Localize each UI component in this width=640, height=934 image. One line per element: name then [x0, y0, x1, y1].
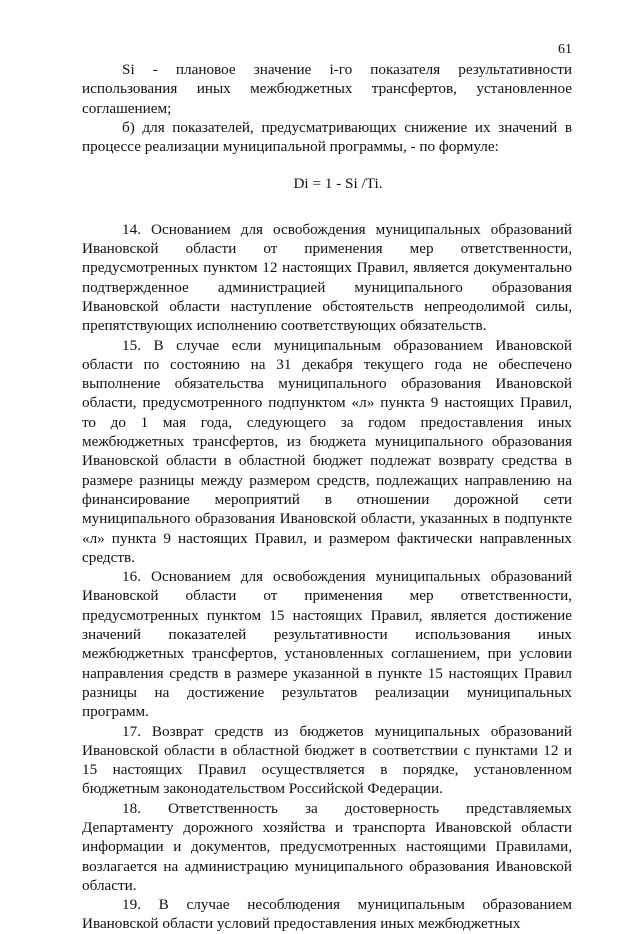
paragraph-18: 18. Ответственность за достоверность представляемых Департаменту дорожного хозяйства и транспорта Ивановской области информации и документов, предусмотренных настоящими Правилами, возлагается на администрацию муниципального образования Ивановской области. — [82, 799, 572, 894]
formula: Di = 1 - Si /Ti. — [293, 175, 383, 193]
paragraph-14: 14. Основанием для освобождения муниципальных образований Ивановской области от применения мер ответственности, предусмотренных пунктом 12 настоящих Правил, является документально подтвержденное администрацией муниципального образования Ивановской области наступление обстоятельств непреодолимой силы, препятствующих исполнению соответствующих обязательств. — [82, 220, 572, 335]
paragraph-15: 15. В случае если муниципальным образованием Ивановской области по состоянию на 31 декабря текущего года не обеспечено выполнение обязательства муниципального образования Ивановской области, предусмотренного подпунктом «л» пункта 9 настоящих Правил, то до 1 мая года, следующего за годом предоставления иных межбюджетных трансфертов, из бюджета муниципального образования Ивановской области в областной бюджет подлежат возврату средства в размере разницы между размером средств, подлежащих направлению на финансирование мероприятий в отношении дорожной сети муниципального образования Ивановской области, указанных в подпункте «л» пункта 9 настоящих Правил, и размером фактически направленных средств. — [82, 336, 572, 566]
paragraph-16: 16. Основанием для освобождения муниципальных образований Ивановской области от применения мер ответственности, предусмотренных пунктом 15 настоящих Правил, является достижение значений показателей результативности использования иных межбюджетных трансфертов, установленных соглашением, при условии направления средств в размере указанной в пункте 15 настоящих Правил разницы на достижение результатов реализации муниципальных программ. — [82, 568, 572, 721]
paragraph-si-definition: Si - плановое значение i-го показателя результативности использования иных межбюджетных трансфертов, установленное соглашением; — [82, 61, 572, 117]
paragraph-b-formula-intro: б) для показателей, предусматривающих снижение их значений в процессе реализации муниципальной программы, - по формуле: — [82, 118, 572, 156]
paragraph-17: 17. Возврат средств из бюджетов муниципальных образований Ивановской области в областной бюджет в соответствии с пунктами 12 и 15 настоящих Правил осуществляется в порядке, установленном бюджетным законодательством Российской Федерации. — [82, 722, 572, 798]
paragraph-19: 19. В случае несоблюдения муниципальным образованием Ивановской области условий предоставления иных межбюджетных — [82, 896, 572, 933]
page-number: 61 — [558, 42, 572, 57]
document-body — [82, 60, 572, 934]
